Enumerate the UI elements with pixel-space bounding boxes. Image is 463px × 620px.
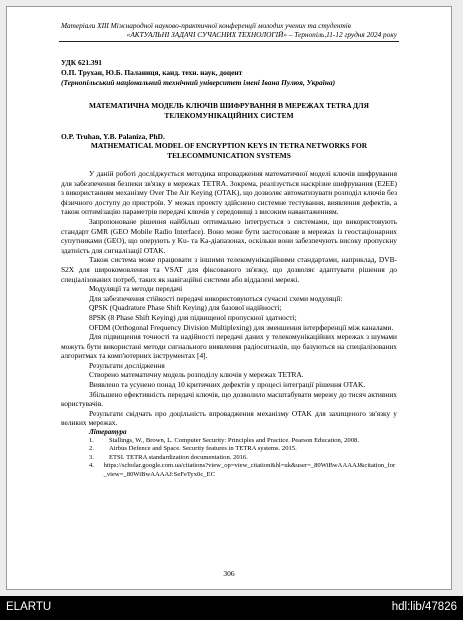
reference-number: 4. [89,462,94,470]
handle-id[interactable]: hdl:lib/47826 [391,601,457,613]
document-page [6,6,452,590]
reference-item [61,454,397,462]
result-efficiency: Збільшено ефективність передачі ключів, що дозволило масштабувати мережу до тисяч активних користувачів. [61,389,397,409]
result-defects: Виявлено та усунено понад 10 критичних дефектів у процесі інтеграції рішення OTAK. [89,380,366,390]
paragraph-intro: У даній роботі досліджується методика впровадження математичної моделі ключів шифрування для забезпечення безпеки зв'язку в мережах TETRA. Зокрема, реалізується наскрізне шифрування (E2EE) з використанням механізму Over The Air Keying (OTAK), що дозволяє автоматизувати розподіл ключів без фізичного доступу до пристроїв. У межах проекту здійснено системне тестування, виявлення дефектів, а також оптимізацію параметрів передачі ключів у середовищі з високим навантаженням. [61,169,397,217]
reference-item [61,437,397,445]
title-en: MATHEMATICAL MODEL OF ENCRYPTION KEYS IN TETRA NETWORKS FOR TELECOMMUNICATION SYSTEMS [90,141,368,160]
reference-text: ETSI. TETRA standardization documentation. 2016. [109,453,248,461]
reference-item [61,445,397,453]
reference-item [61,462,397,479]
section-heading-modulation: Модуляції та методи передачі [89,284,183,294]
conference-header-line-1: Матеріали XIII Міжнародної науково-практичної конференції молодих учених та студентів [61,21,351,30]
reference-text: Airbus Defence and Space. Security features in TETRA systems. 2015. [109,445,297,453]
reference-link[interactable]: https://scholar.google.com.ua/citations?view_op=view_citation&hl=uk&user=_80WiBwAAAAJ&citation_for_view=_80WiBwAAAAJ:SeFeTyx0c_EC [103,462,396,478]
conference-header-line-2: «АКТУАЛЬНІ ЗАДАЧІ СУЧАСНИХ ТЕХНОЛОГІЙ» – Тернопіль,11-12 грудня 2024 року [126,30,397,39]
list-item-8psk: 8PSK (8 Phase Shift Keying) для підвищеної пропускної здатності; [89,312,297,322]
conference-header [61,21,397,39]
paragraph-standards: Також система може працювати з іншими телекомунікаційними стандартами, наприклад, DVB-S2X для широкомовлення та VSAT для фіксованого зв'язку, що дозволяє адаптувати рішення до спеціалізованих потреб, таких як навігаційні системи або віддалені мережі. [61,255,397,284]
list-item-ofdm: OFDM (Orthogonal Frequency Division Multiplexing) для зменшення інтерференції між каналами. [89,322,394,332]
header-divider [59,41,399,42]
paragraph-gmr: Запропоноване рішення найбільш оптимально інтегрується з системами, що використовують стандарт GMR (GEO Mobile Radio Interface). Воно може бути застосоване в мережах із геостаціонарних супутниками (GEO), що оперують у Ku- та Ka-діапазонах, оскільки вони забезпечують високу пропускну здатність для сигналізації OTAK. [61,216,397,255]
list-item-qpsk: QPSK (Quadrature Phase Shift Keying) для базової надійності; [89,303,282,313]
page-number: 306 [223,569,235,578]
references-list [61,437,397,479]
reference-number: 3. [89,453,94,461]
repository-footer [0,596,463,620]
reference-text: Stallings, W., Brown, L. Computer Security: Principles and Practice. Pearson Education, 2008. [109,437,359,445]
section-heading-results: Результати дослідження [89,360,165,370]
article-body [61,169,397,479]
paragraph-signal-detection: Для підвищення точності та надійності передачі даних у телекомунікаційних мережах з шумами можуть бути використані методи сигнального виявлення радіосигналів, що базуються на спеціалізованих алгоритмах та комп'ютерних інструментах [4]. [61,332,397,361]
paragraph-modulation: Для забезпечення стійкості передачі використовуються сучасні схеми модуляції: [89,293,343,303]
result-conclusion: Результати свідчать про доцільність впровадження механізму OTAK для захищеного зв'язку у великих мережах. [61,408,397,428]
title-ua: МАТЕМАТИЧНА МОДЕЛЬ КЛЮЧІВ ШИФРУВАННЯ В МЕРЕЖАХ TETRA ДЛЯ ТЕЛЕКОМУНІКАЦІЙНИХ СИСТЕМ [89,101,369,120]
authors-en: O.P. Truhan, Y.B. Palaniza, PhD. [61,132,165,141]
reference-number: 2. [89,445,94,453]
udk-code: УДК 621.391 [61,58,102,67]
affiliation: (Тернопільський національний технічний університет імені Івана Пулюя, Україна) [61,78,336,87]
authors-ua: О.П. Трухан, Ю.Б. Паланиця, канд. техн. наук, доцент [61,68,243,77]
result-model: Створено математичну модель розподілу ключів у мережах TETRA. [89,370,304,380]
references-heading: Література [89,428,127,437]
repository-name[interactable]: ELARTU [6,601,52,613]
reference-number: 1. [89,437,94,445]
